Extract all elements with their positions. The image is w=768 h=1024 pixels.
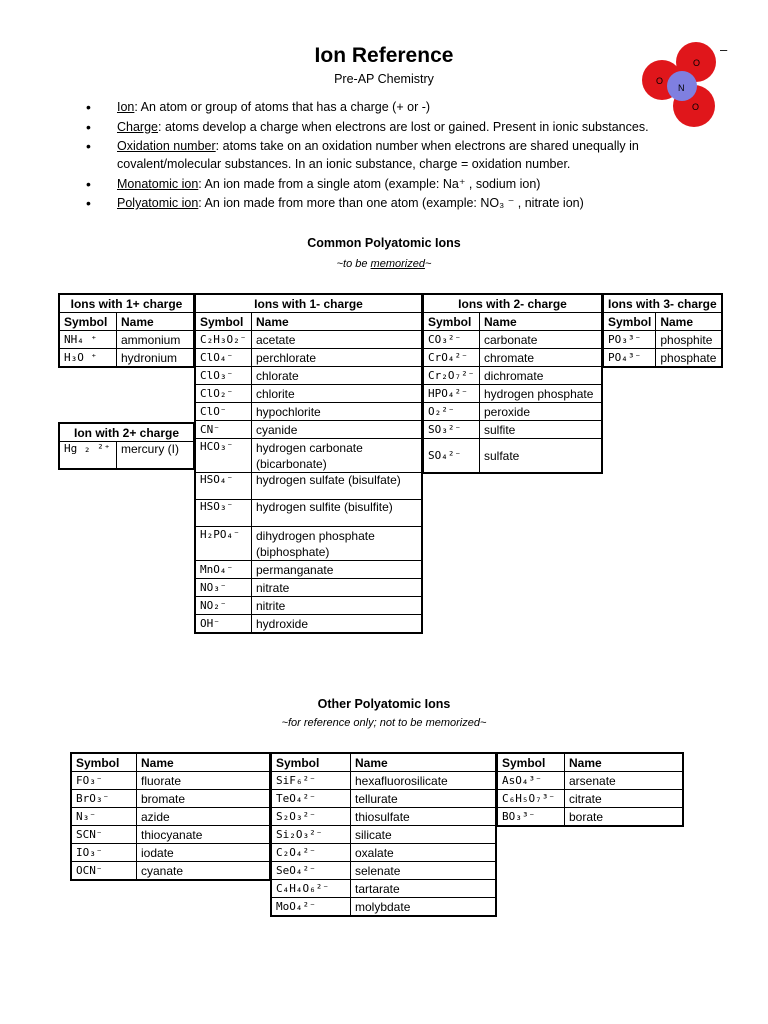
- col-symbol: Symbol: [603, 313, 656, 331]
- table-row: MoO₄²⁻ molybdate: [271, 898, 496, 917]
- table-row: Hg ₂ ²⁺ mercury (I): [59, 442, 194, 470]
- definition-term: Charge: [117, 119, 158, 134]
- molecule-label-n: N: [678, 83, 685, 93]
- table-header: Ion with 2+ charge: [59, 423, 194, 442]
- table-row: BrO₃⁻ bromate: [71, 790, 270, 808]
- table-row: HSO₃⁻ hydrogen sulfite (bisulfite): [195, 500, 422, 527]
- definition-ion: [86, 98, 666, 116]
- col-name: Name: [137, 753, 271, 772]
- table-row: ClO⁻ hypochlorite: [195, 403, 422, 421]
- table-other-3: [496, 752, 684, 827]
- table-other-1: [70, 752, 271, 881]
- page-subtitle: Pre-AP Chemistry: [334, 72, 434, 86]
- table-row: CN⁻ cyanide: [195, 421, 422, 439]
- col-name: Name: [252, 313, 423, 331]
- col-symbol: Symbol: [195, 313, 252, 331]
- table-row: C₂H₃O₂⁻ acetate: [195, 331, 422, 349]
- table-row: H₃O ⁺ hydronium: [59, 349, 194, 368]
- table-row: SCN⁻ thiocyanate: [71, 826, 270, 844]
- table-row: TeO₄²⁻ tellurate: [271, 790, 496, 808]
- table-row: HPO₄²⁻ hydrogen phosphate: [423, 385, 602, 403]
- table-plus2-ions: [58, 422, 195, 470]
- table-row: PO₃³⁻ phosphite: [603, 331, 722, 349]
- col-symbol: Symbol: [423, 313, 480, 331]
- molecule-label-o2: O: [656, 76, 664, 86]
- definition-term: Monatomic ion: [117, 176, 199, 191]
- table-row: NO₃⁻ nitrate: [195, 579, 422, 597]
- table-row: C₂O₄²⁻ oxalate: [271, 844, 496, 862]
- definition-text: : An ion made from a single atom (example: Na⁺ , sodium ion): [198, 176, 541, 191]
- molecule-label-o1: O: [693, 58, 701, 68]
- table-row: OH⁻ hydroxide: [195, 615, 422, 634]
- table-plus1-ions: [58, 293, 195, 368]
- definition-charge: [86, 118, 666, 136]
- table-row: CrO₄²⁻ chromate: [423, 349, 602, 367]
- col-name: Name: [480, 313, 603, 331]
- col-symbol: Symbol: [271, 753, 351, 772]
- table-row: SO₄²⁻ sulfate: [423, 439, 602, 474]
- molecule-charge: –: [720, 42, 728, 57]
- table-row: MnO₄⁻ permanganate: [195, 561, 422, 579]
- table-header: Ions with 1- charge: [195, 294, 422, 313]
- table-row: BO₃³⁻ borate: [497, 808, 683, 827]
- table-row: NH₄ ⁺ ammonium: [59, 331, 194, 349]
- common-ions-note: ~to be memorized~: [336, 258, 432, 270]
- table-row: H₂PO₄⁻ dihydrogen phosphate (biphosphate): [195, 527, 422, 561]
- other-ions-note: ~for reference only; not to be memorized~: [281, 717, 487, 729]
- col-name: Name: [117, 313, 195, 331]
- col-name: Name: [351, 753, 497, 772]
- table-row: ClO₂⁻ chlorite: [195, 385, 422, 403]
- table-row: Si₂O₃²⁻ silicate: [271, 826, 496, 844]
- table-row: C₆H₅O₇³⁻ citrate: [497, 790, 683, 808]
- table-row: HSO₄⁻ hydrogen sulfate (bisulfate): [195, 473, 422, 500]
- definition-term: Oxidation number: [117, 139, 216, 153]
- table-header: Ions with 3- charge: [603, 294, 722, 313]
- definition-term: Ion: [117, 100, 135, 114]
- table-row: FO₃⁻ fluorate: [71, 772, 270, 790]
- table-row: AsO₄³⁻ arsenate: [497, 772, 683, 790]
- table-row: S₂O₃²⁻ thiosulfate: [271, 808, 496, 826]
- table-row: IO₃⁻ iodate: [71, 844, 270, 862]
- definition-text: : An ion made from more than one atom (example: NO₃ ⁻ , nitrate ion): [198, 196, 584, 210]
- table-row: ClO₃⁻ chlorate: [195, 367, 422, 385]
- col-symbol: Symbol: [59, 313, 117, 331]
- definition-text: : atoms develop a charge when electrons are lost or gained. Present in ionic substances.: [158, 119, 649, 134]
- definition-oxidation-number: [86, 137, 666, 173]
- table-row: C₄H₄O₆²⁻ tartarate: [271, 880, 496, 898]
- molecule-label-o3: O: [692, 102, 700, 112]
- col-symbol: Symbol: [71, 753, 137, 772]
- definition-polyatomic-ion: [86, 194, 666, 212]
- col-name: Name: [656, 313, 722, 331]
- definition-monatomic-ion: [86, 175, 666, 193]
- table-minus3-ions: [602, 293, 723, 368]
- table-header: Ions with 1+ charge: [59, 294, 194, 313]
- table-minus1-ions: [194, 293, 423, 634]
- page-title: Ion Reference: [314, 44, 454, 67]
- table-other-2: [270, 752, 497, 917]
- definitions-list: [86, 98, 666, 214]
- col-symbol: Symbol: [497, 753, 565, 772]
- table-row: NO₂⁻ nitrite: [195, 597, 422, 615]
- table-row: CO₃²⁻ carbonate: [423, 331, 602, 349]
- table-minus2-ions: [422, 293, 603, 474]
- table-row: SeO₄²⁻ selenate: [271, 862, 496, 880]
- table-row: OCN⁻ cyanate: [71, 862, 270, 881]
- definition-text: : An atom or group of atoms that has a charge (+ or -): [134, 100, 431, 114]
- table-row: SiF₆²⁻ hexafluorosilicate: [271, 772, 496, 790]
- definition-text: : atoms take on an oxidation number when electrons are shared unequally in covalent/molecular substances. In an ionic substance, charge = oxidation number.: [117, 139, 639, 171]
- table-row: HCO₃⁻ hydrogen carbonate (bicarbonate): [195, 439, 422, 473]
- definition-term: Polyatomic ion: [117, 196, 199, 210]
- table-row: O₂²⁻ peroxide: [423, 403, 602, 421]
- table-row: Cr₂O₇²⁻ dichromate: [423, 367, 602, 385]
- table-row: ClO₄⁻ perchlorate: [195, 349, 422, 367]
- other-ions-title: Other Polyatomic Ions: [317, 697, 451, 711]
- table-header: Ions with 2- charge: [423, 294, 602, 313]
- col-name: Name: [565, 753, 684, 772]
- common-ions-title: Common Polyatomic Ions: [307, 236, 461, 250]
- table-row: N₃⁻ azide: [71, 808, 270, 826]
- table-row: PO₄³⁻ phosphate: [603, 349, 722, 368]
- table-row: SO₃²⁻ sulfite: [423, 421, 602, 439]
